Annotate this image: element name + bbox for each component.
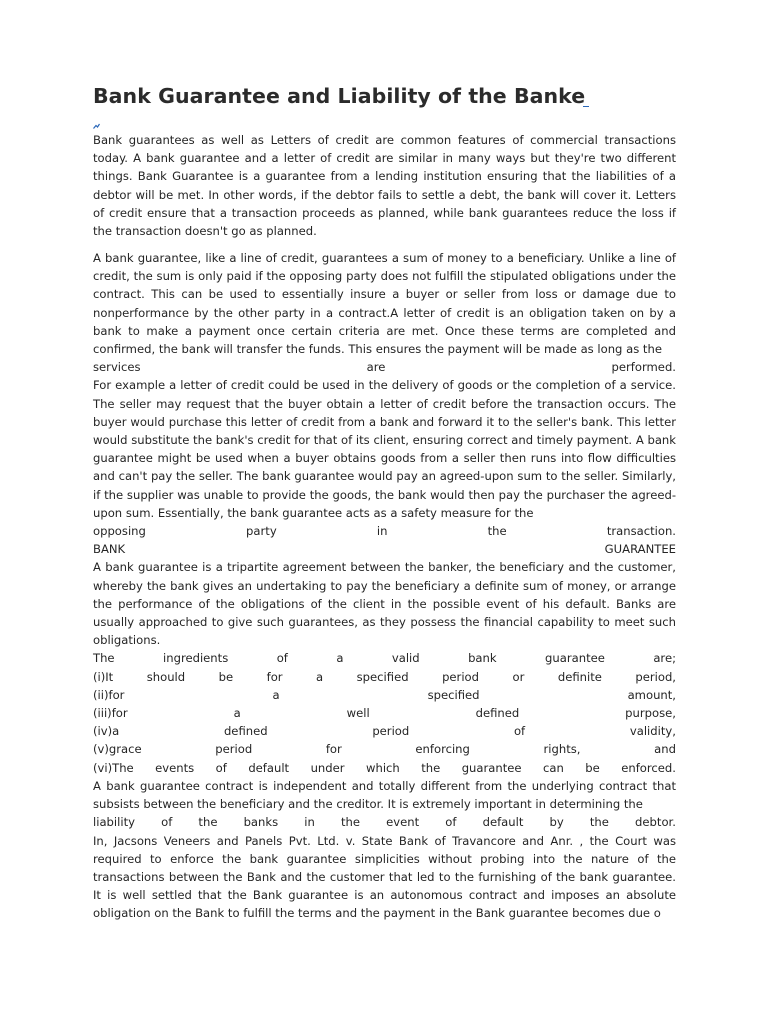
list-item-v (93, 740, 676, 758)
word: opposing (93, 524, 146, 539)
word: be (218, 669, 234, 684)
word: period, (635, 669, 676, 684)
word: for (266, 669, 283, 684)
word: defined (223, 724, 268, 739)
word: well (346, 706, 370, 721)
word: enforcing (415, 742, 470, 757)
word: specified (427, 687, 480, 702)
word: are (366, 360, 386, 375)
word: which (365, 760, 400, 775)
list-item-i (93, 668, 676, 686)
word: period (372, 724, 410, 739)
word: be (585, 760, 600, 775)
word: validity, (629, 724, 676, 739)
word: a (272, 687, 280, 702)
word: period (442, 669, 479, 684)
word: in (304, 815, 315, 830)
word: ingredients (163, 651, 229, 666)
justified-line-opposing (93, 522, 676, 540)
list-item-ii (93, 686, 676, 704)
word: (vi)The (93, 760, 134, 775)
word: enforced. (621, 760, 676, 775)
word: default (248, 760, 290, 775)
word: purpose, (625, 706, 676, 721)
document-body-intro (93, 131, 676, 240)
word: of (161, 815, 173, 830)
list-item-vi (93, 759, 676, 777)
word: (iii)for (93, 706, 128, 721)
word: the (487, 524, 507, 539)
document-title: Bank Guarantee and Liability of the Banke (93, 84, 586, 108)
word: the (198, 815, 218, 830)
word: a (233, 706, 241, 721)
word: default (482, 815, 524, 830)
word: amount, (627, 687, 676, 702)
paragraph-line-of-credit: A bank guarantee, like a line of credit, guarantees a sum of money to a beneficiary. Unlike a line of credit, the sum is only paid if the opposing party does not fulfill the stipulated obligations under the contract. This can be used to essentially insure a buyer or seller from loss or damage due to nonperformance by the other party in a contract.A letter of credit is an obligation taken on by a bank to make a payment once certain criteria are met. Once these terms are completed and confirmed, the bank will transfer the funds. This ensures the payment will be made as long as the (93, 251, 676, 357)
word: performed. (611, 360, 676, 375)
word: of (445, 815, 457, 830)
word: definite (557, 669, 602, 684)
word: defined (475, 706, 520, 721)
word: liability (93, 815, 135, 830)
word: event (386, 815, 420, 830)
word: or (512, 669, 525, 684)
paragraph-jacsons-case: In, Jacsons Veneers and Panels Pvt. Ltd. v. State Bank of Travancore and Anr. , the Court was required to enforce the bank guarantee simplicities without probing into the nature of the transactions between the Bank and the customer that led to the furnishing of the bank guarantee. It is well settled that the Bank guarantee is an autonomous contract and imposes an absolute obligation on the Bank to fulfill the terms and the payment in the Bank guarantee becomes due o (93, 833, 676, 921)
word: bank (468, 651, 497, 666)
word: (v)grace (93, 742, 142, 757)
word: specified (356, 669, 409, 684)
list-item-iv (93, 722, 676, 740)
word: of (513, 724, 526, 739)
image-placeholder-icon (93, 123, 100, 129)
word: (i)It (93, 669, 114, 684)
word: party (246, 524, 277, 539)
word: events (155, 760, 195, 775)
word: guarantee (461, 760, 522, 775)
word: GUARANTEE (604, 542, 676, 557)
justified-line-liability (93, 813, 676, 831)
word: The (93, 651, 115, 666)
justified-line-services (93, 358, 676, 376)
list-item-iii (93, 704, 676, 722)
word: of (215, 760, 227, 775)
word: rights, (543, 742, 581, 757)
word: should (146, 669, 186, 684)
paragraph-tripartite: A bank guarantee is a tripartite agreement between the banker, the beneficiary and the customer, whereby the bank gives an undertaking to pay the beneficiary a definite sum of money, or arrange the performance of the obligations of the client in the possible event of his default. Banks are usually approached to give such guarantees, as they possess the financial capability to meet such obligations. (93, 560, 676, 648)
word: BANK (93, 542, 126, 557)
word: can (543, 760, 564, 775)
word: a (336, 651, 344, 666)
word: of (276, 651, 288, 666)
word: by (549, 815, 564, 830)
word: are; (653, 651, 676, 666)
justified-line-ingredients (93, 649, 676, 667)
word: services (93, 360, 141, 375)
word: under (310, 760, 345, 775)
title-link-marker (583, 97, 589, 107)
word: for (325, 742, 342, 757)
word: the (340, 815, 361, 830)
word: (ii)for (93, 687, 125, 702)
word: debtor. (635, 815, 676, 830)
paragraph-intro: Bank guarantees as well as Letters of credit are common features of commercial transactions today. A bank guarantee and a letter of credit are similar in many ways but they're two different things. Bank Guarantee is a guarantee from a lending institution ensuring that the liabilities of a debtor will be met. In other words, if the debtor fails to settle a debt, the bank will cover it. Letters of credit ensure that a transaction proceeds as planned, while bank guarantees reduce the loss if the transaction doesn't go as planned. (93, 133, 676, 239)
word: the (589, 815, 609, 830)
word: guarantee (545, 651, 605, 666)
document-body (93, 249, 676, 923)
word: valid (391, 651, 420, 666)
word: and (654, 742, 676, 757)
word: period (215, 742, 253, 757)
word: transaction. (606, 524, 676, 539)
word: in (376, 524, 388, 539)
paragraph-independent-contract: A bank guarantee contract is independent and totally different from the underlying contract that subsists between the beneficiary and the creditor. It is extremely important in determining the (93, 778, 676, 812)
word: (iv)a (93, 724, 120, 739)
word: a (316, 669, 324, 684)
word: banks (243, 815, 279, 830)
paragraph-example: For example a letter of credit could be used in the delivery of goods or the completion of a service. The seller may request that the buyer obtain a letter of credit before the transaction occurs. The buyer would purchase this letter of credit from a bank and forward it to the seller's bank. This letter would substitute the bank's credit for that of its client, ensuring correct and timely payment. A bank guarantee might be used when a buyer obtains goods from a seller then runs into flow difficulties and can't pay the seller. The bank guarantee would pay an agreed-upon sum to the seller. Similarly, if the supplier was unable to provide the goods, the bank would then pay the purchaser the agreed-upon sum. Essentially, the bank guarantee acts as a safety measure for the (93, 378, 676, 520)
section-heading-bank-guarantee (93, 540, 676, 558)
word: the (421, 760, 441, 775)
